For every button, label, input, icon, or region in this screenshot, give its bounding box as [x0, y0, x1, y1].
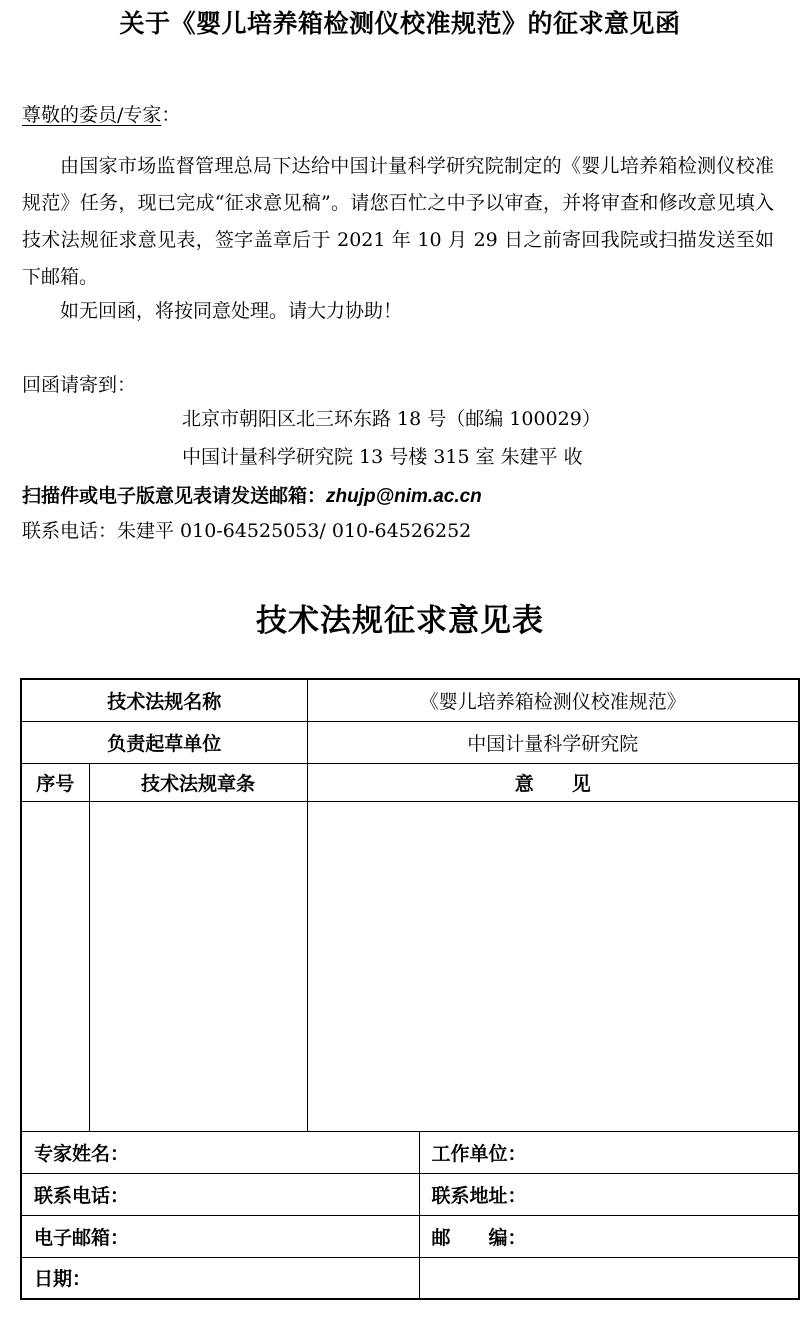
info-row-3: [21, 1215, 799, 1257]
info-row-1: [21, 1131, 799, 1173]
email-label: 扫描件或电子版意见表请发送邮箱：: [22, 485, 327, 507]
letter-title: 关于《婴儿培养箱检测仪校准规范》的征求意见函: [119, 9, 681, 38]
drafting-unit-row: [21, 721, 799, 763]
clause-entry-cell[interactable]: [89, 801, 307, 1131]
greeting-text: 尊敬的委员/专家: [22, 104, 162, 126]
drafting-unit-label: 负责起草单位: [21, 721, 307, 763]
info-row-4: [21, 1257, 799, 1299]
postcode-field[interactable]: 邮 编：: [419, 1215, 799, 1257]
date-field[interactable]: 日期：: [21, 1257, 419, 1299]
col-header-number: 序号: [21, 763, 89, 801]
expert-name-field[interactable]: 专家姓名：: [21, 1131, 419, 1173]
greeting-punct: ：: [161, 104, 181, 126]
contact-address-field[interactable]: 联系地址：: [419, 1173, 799, 1215]
number-entry-cell[interactable]: [21, 801, 89, 1131]
column-header-row: [21, 763, 799, 801]
regulation-name-row: [21, 679, 799, 721]
info-row-2: [21, 1173, 799, 1215]
contact-phone-field[interactable]: 联系电话：: [21, 1173, 419, 1215]
phone-line: 联系电话：朱建平 010-64525053/ 010-64526252: [22, 520, 472, 542]
col-header-clause: 技术法规章条: [89, 763, 307, 801]
drafting-unit-value: 中国计量科学研究院: [307, 721, 799, 763]
reply-label: 回函请寄到：: [22, 374, 137, 396]
email-line: [22, 481, 482, 512]
empty-cell: [419, 1257, 799, 1299]
opinion-entry-row: [21, 801, 799, 1131]
regulation-name-value: 《婴儿培养箱检测仪校准规范》: [307, 679, 799, 721]
work-unit-field[interactable]: 工作单位：: [419, 1131, 799, 1173]
opinion-form-table: [20, 678, 800, 1300]
opinion-entry-cell[interactable]: [307, 801, 799, 1131]
email-address: zhujp@nim.ac.cn: [326, 486, 482, 507]
greeting: [22, 101, 180, 129]
col-header-opinion: 意 见: [307, 763, 799, 801]
address-line-1: 北京市朝阳区北三环东路 18 号（邮编 100029）: [182, 408, 601, 430]
regulation-name-label: 技术法规名称: [21, 679, 307, 721]
letter-note: 如无回函，将按同意处理。请大力协助！: [60, 300, 403, 322]
email-field[interactable]: 电子邮箱：: [21, 1215, 419, 1257]
form-title: 技术法规征求意见表: [256, 603, 544, 639]
letter-body: 由国家市场监督管理总局下达给中国计量科学研究院制定的《婴儿培养箱检测仪校准规范》任务，现已完成“征求意见稿”。请您百忙之中予以审查，并将审查和修改意见填入技术法规征求意见表，签字盖章后于 2021 年 10 月 29 日之前寄回我院或扫描发送至如下邮箱。: [22, 155, 774, 288]
address-line-2: 中国计量科学研究院 13 号楼 315 室 朱建平 收: [182, 446, 583, 468]
